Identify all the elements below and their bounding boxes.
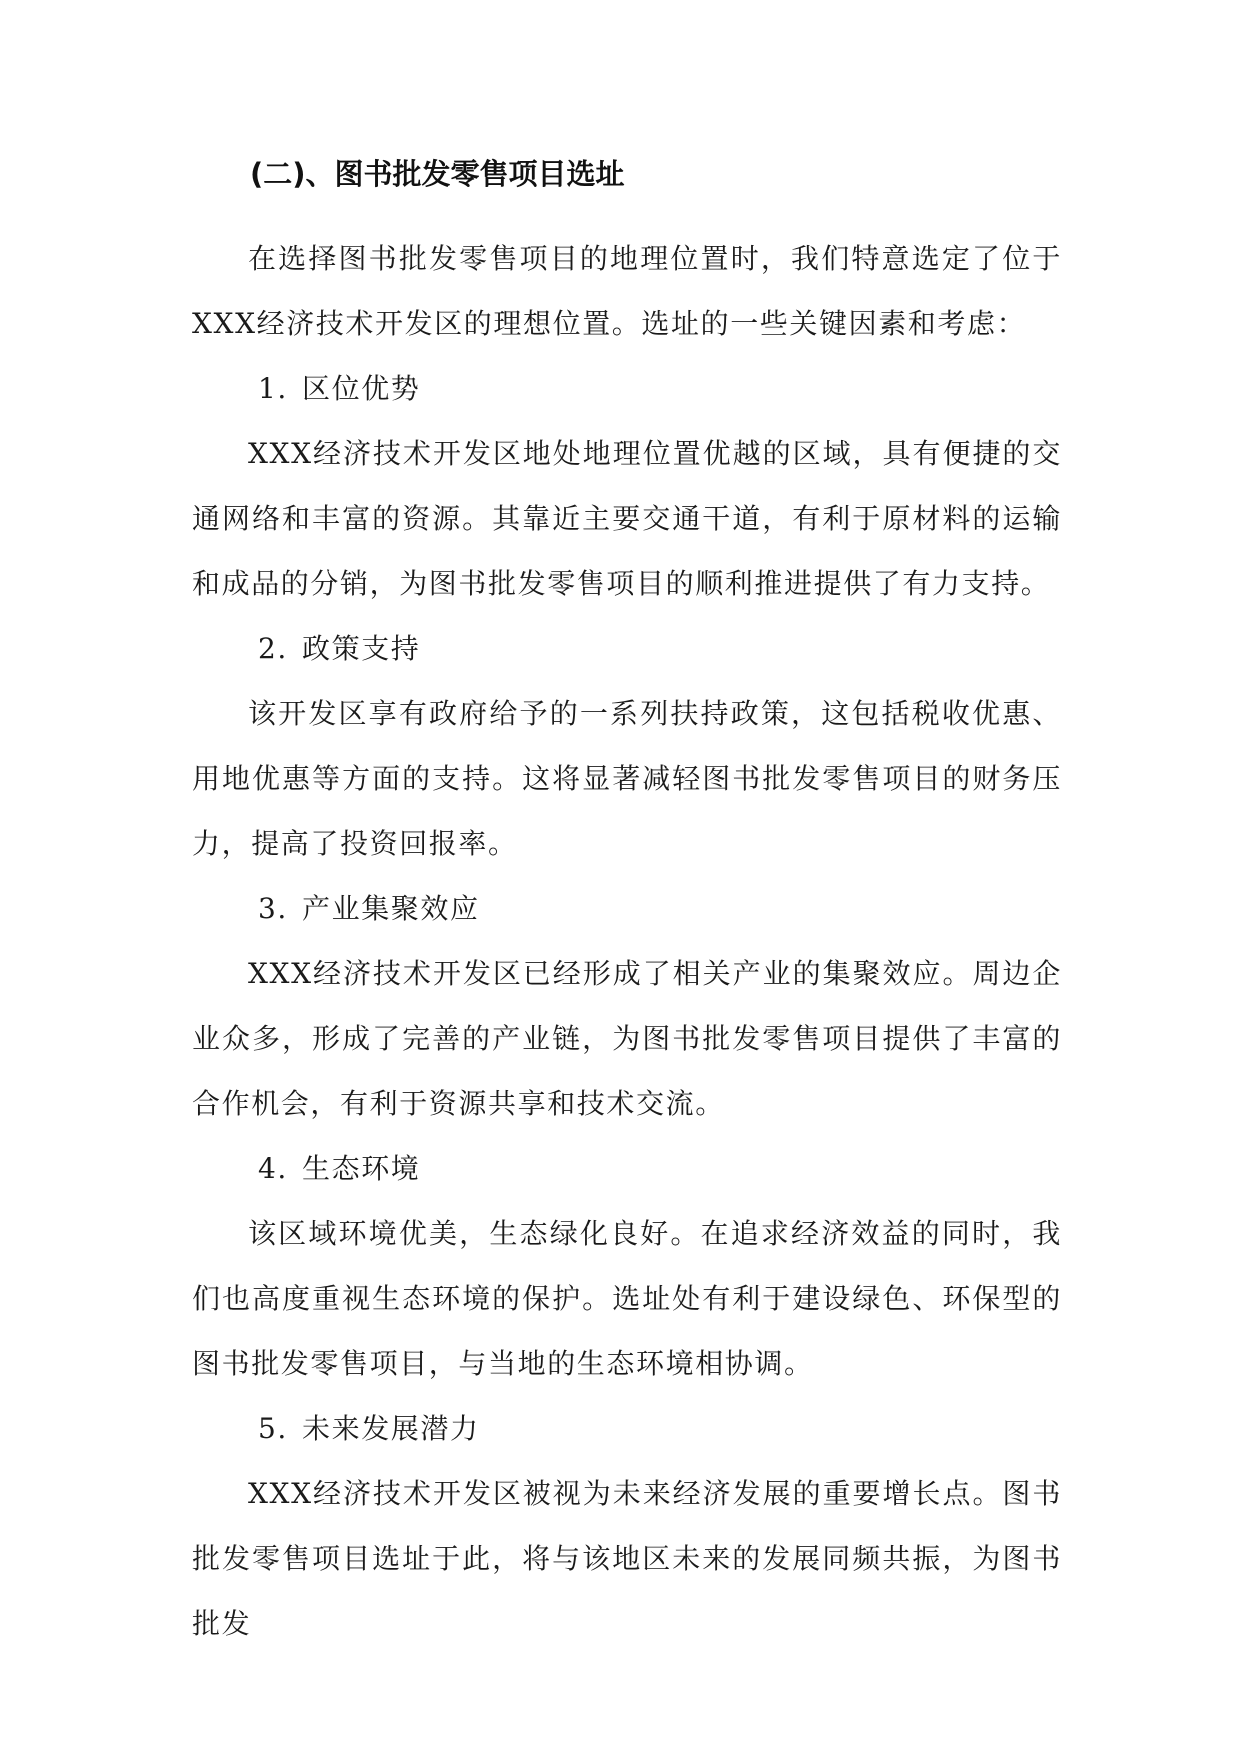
item-title-text: 生态环境 (302, 1152, 421, 1185)
item-title-industry-cluster (192, 876, 1062, 941)
item-paragraph-ecological-environment: 该区域环境优美，生态绿化良好。在追求经济效益的同时，我们也高度重视生态环境的保护。选址处有利于建设绿色、环保型的图书批发零售项目，与当地的生态环境相协调。 (192, 1217, 1062, 1380)
item-title-future-potential (192, 1396, 1062, 1461)
item-title-text: 未来发展潜力 (302, 1412, 480, 1445)
item-number: 5. (258, 1412, 288, 1445)
item-number: 1. (258, 372, 288, 405)
item-number: 4. (258, 1152, 288, 1185)
item-paragraph-future-potential: XXX经济技术开发区被视为未来经济发展的重要增长点。图书批发零售项目选址于此，将与该地区未来的发展同频共振，为图书批发 (192, 1477, 1062, 1640)
item-paragraph-location-advantage: XXX经济技术开发区地处地理位置优越的区域，具有便捷的交通网络和丰富的资源。其靠近主要交通干道，有利于原材料的运输和成品的分销，为图书批发零售项目的顺利推进提供了有力支持。 (192, 437, 1062, 600)
item-title-text: 产业集聚效应 (302, 892, 480, 925)
item-title-ecological-environment (192, 1136, 1062, 1201)
item-paragraph-industry-cluster: XXX经济技术开发区已经形成了相关产业的集聚效应。周边企业众多，形成了完善的产业链，为图书批发零售项目提供了丰富的合作机会，有利于资源共享和技术交流。 (192, 957, 1062, 1120)
item-number: 2. (258, 632, 288, 665)
item-title-policy-support (192, 616, 1062, 681)
item-title-location-advantage (192, 356, 1062, 421)
section-heading: (二)、图书批发零售项目选址 (250, 157, 625, 191)
item-title-text: 区位优势 (302, 372, 421, 405)
item-number: 3. (258, 892, 288, 925)
item-paragraph-policy-support: 该开发区享有政府给予的一系列扶持政策，这包括税收优惠、用地优惠等方面的支持。这将显著减轻图书批发零售项目的财务压力，提高了投资回报率。 (192, 697, 1062, 860)
intro-paragraph: 在选择图书批发零售项目的地理位置时，我们特意选定了位于XXX经济技术开发区的理想位置。选址的一些关键因素和考虑： (192, 242, 1062, 340)
item-title-text: 政策支持 (302, 632, 421, 665)
document-body (192, 156, 1062, 1656)
